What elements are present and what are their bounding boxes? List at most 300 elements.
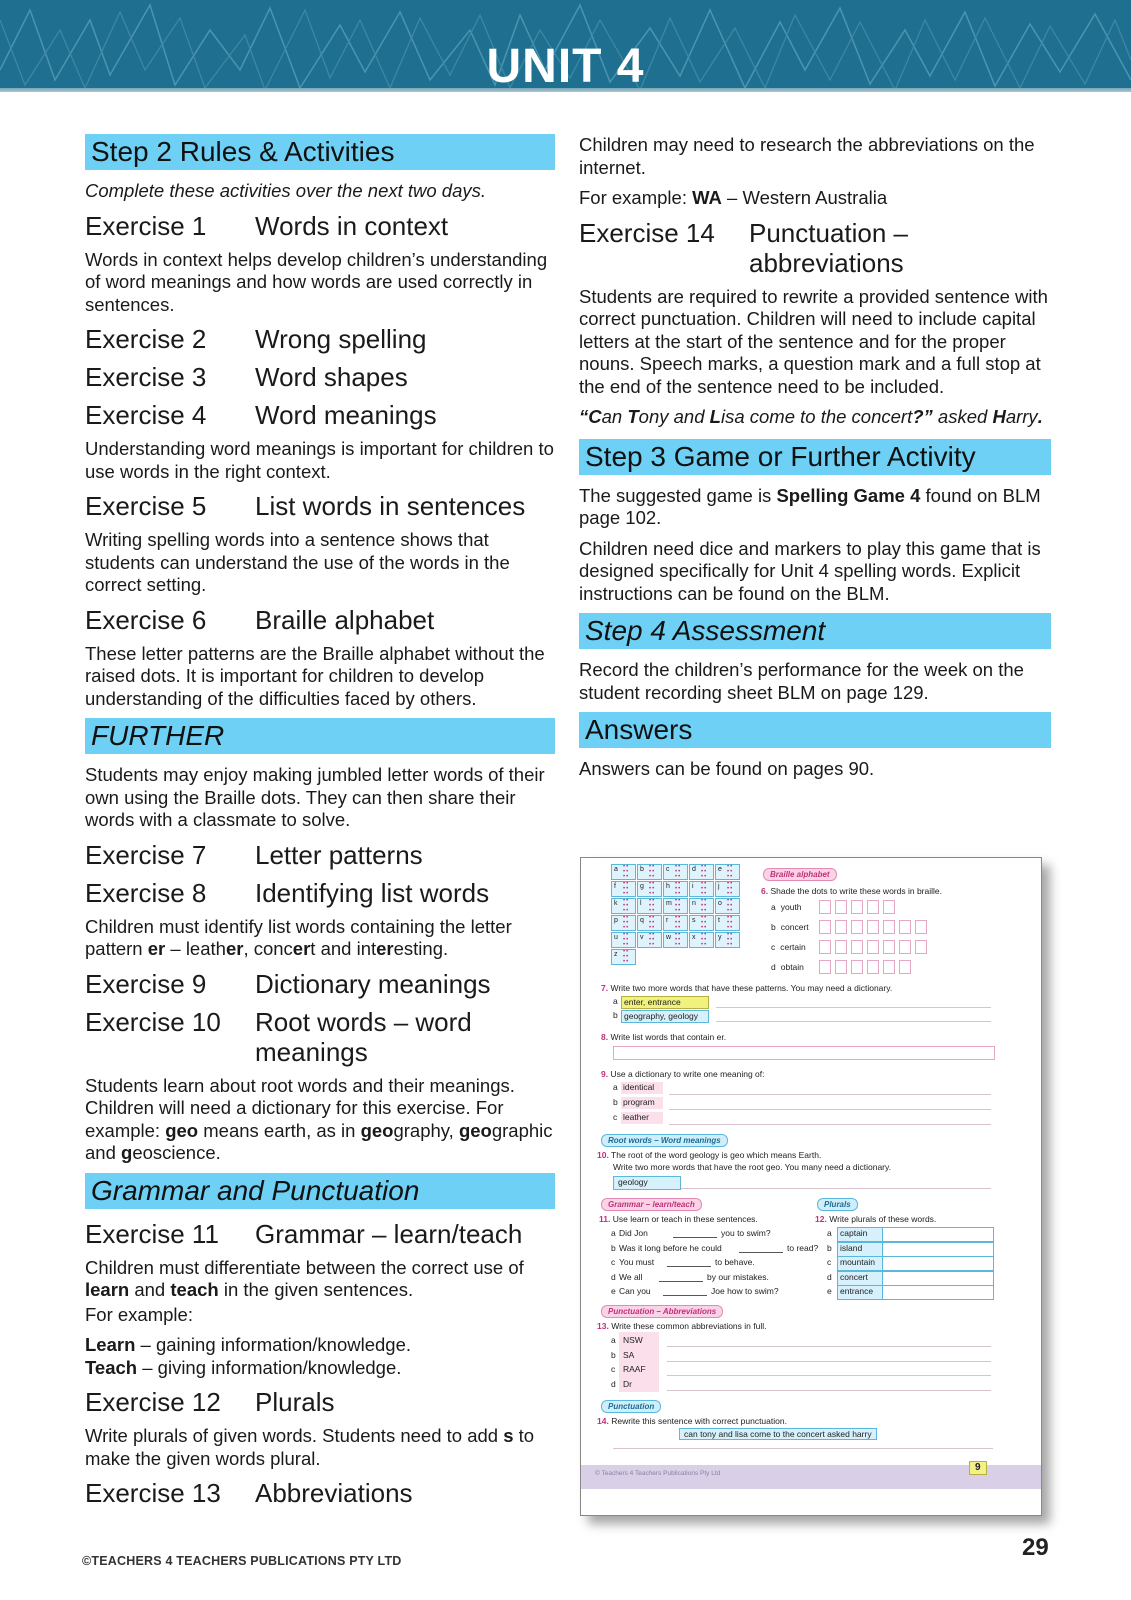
exercise-12-heading (85, 1387, 555, 1417)
exercise-14-heading (579, 218, 1051, 278)
exercise-title: Braille alphabet (255, 604, 435, 635)
answer-line (667, 1375, 991, 1376)
plural-answer-box (882, 1271, 994, 1286)
q6-item (771, 922, 809, 932)
grammar-label: Grammar – learn/teach (601, 1198, 702, 1211)
exercise-title: Word meanings (255, 400, 437, 430)
answer-line (669, 1109, 991, 1110)
braille-answer-cell (819, 960, 831, 974)
exercise-number: Exercise 8 (85, 877, 207, 908)
braille-dots-icon: •• •• •• (623, 898, 630, 914)
sentence-start: Did Jon (619, 1228, 648, 1238)
plural-answer-box (882, 1285, 994, 1300)
pattern-word: enter, entrance (621, 996, 709, 1009)
sentence-end: to read? (787, 1242, 819, 1253)
item-letter: b (613, 1010, 618, 1020)
item-letter: d (611, 1378, 616, 1389)
braille-letter: l (640, 900, 642, 907)
q-text: Write these common abbreviations in full. (611, 1321, 767, 1331)
answers-text: Answers can be found on pages 90. (579, 758, 875, 779)
braille-dots-icon: •• •• •• (727, 898, 734, 914)
braille-dots-icon: •• •• •• (701, 915, 708, 931)
braille-cell (663, 915, 688, 931)
q-num: 9. (601, 1069, 609, 1079)
step3-text-2: Children need dice and markers to play this game that is designed specifically for Unit 4 spelling words. Explicit instructions can be found on the BLM. (579, 537, 1041, 604)
item-letter: b (613, 1097, 618, 1107)
sentence-start: Was it long before he could (619, 1242, 722, 1253)
punctuation-label: Punctuation (601, 1400, 661, 1413)
pattern-word: geography, geology (621, 1010, 709, 1023)
braille-answer-cell (819, 900, 831, 914)
worksheet-page-number: 9 (969, 1461, 987, 1475)
header-banner (0, 0, 1131, 92)
braille-cell (611, 898, 636, 914)
learn-definition (85, 1334, 555, 1357)
braille-answer-cell (867, 960, 879, 974)
braille-cell (637, 881, 662, 897)
q-text: The root of the word geology is geo which means Earth. (611, 1150, 822, 1160)
braille-letter: p (614, 917, 618, 924)
q10 (597, 1150, 821, 1160)
quote-run: arry (1005, 406, 1038, 427)
answers-heading: Answers (579, 712, 1051, 748)
step3-heading: Step 3 Game or Further Activity (579, 439, 1051, 475)
braille-letter: o (718, 900, 722, 907)
item-letter: d (771, 962, 776, 972)
braille-cell (611, 949, 636, 965)
braille-answer-cell (851, 900, 863, 914)
exercise-4-heading (85, 400, 555, 430)
exercise-11-heading (85, 1219, 555, 1249)
sentence-end: you to swim? (721, 1228, 771, 1238)
exercise-title: Wrong spelling (255, 324, 427, 354)
answer-line (667, 1346, 991, 1347)
q10-word: geology (613, 1176, 681, 1190)
q-num: 12. (815, 1214, 827, 1224)
q-num: 8. (601, 1032, 609, 1042)
q-num: 11. (599, 1214, 611, 1224)
answer-line (669, 1094, 991, 1095)
bold-root: geo (360, 1119, 394, 1141)
braille-answer-cell (819, 920, 831, 934)
braille-answer-cell (835, 940, 847, 954)
item-letter: a (613, 1082, 618, 1092)
plural-word: captain (837, 1227, 883, 1242)
answer-line (667, 1390, 991, 1391)
bold-pattern: er (376, 938, 394, 959)
braille-answer-cell (915, 920, 927, 934)
exercise-title: Abbreviations (255, 1478, 413, 1508)
teach-definition (85, 1357, 555, 1380)
bold-root: g (121, 1142, 133, 1163)
braille-dots-icon: •• •• •• (649, 864, 656, 880)
exercise-6-heading (85, 605, 555, 635)
q9 (601, 1069, 765, 1079)
q-text: Use learn or teach in these sentences. (612, 1214, 758, 1224)
example-text (579, 187, 1051, 210)
text-run: – leath (165, 938, 226, 959)
q-text: Rewrite this sentence with correct punctuation. (611, 1416, 787, 1426)
q6-item (771, 902, 802, 912)
text-run: – giving information/knowledge. (137, 1356, 402, 1378)
braille-dots-icon: •• •• •• (727, 881, 734, 897)
abbreviation: Dr (623, 1378, 632, 1389)
braille-dots-icon: •• •• •• (701, 932, 708, 948)
exercise-number: Exercise 14 (579, 217, 715, 248)
bold-pattern: er (147, 938, 166, 959)
braille-dots-icon: •• •• •• (675, 898, 682, 914)
plural-answer-box (882, 1242, 994, 1257)
step2-heading: Step 2 Rules & Activities (85, 134, 555, 170)
text-run: and (129, 1279, 171, 1300)
q6-item (771, 942, 806, 952)
exercise-10-text (85, 1075, 555, 1165)
text-run: graphy, (393, 1119, 459, 1141)
braille-answer-cell (883, 920, 895, 934)
quote-bold: . (1037, 406, 1043, 427)
braille-cell (715, 898, 740, 914)
braille-cell (611, 932, 636, 948)
exercise-title: Word shapes (255, 362, 408, 392)
item-letter: c (611, 1364, 616, 1374)
braille-dots-icon: •• •• •• (701, 864, 708, 880)
text-run: For example: (579, 187, 693, 208)
item-letter: a (611, 1228, 616, 1238)
item-word: concert (780, 922, 809, 932)
q12 (815, 1214, 936, 1224)
exercise-1-heading (85, 211, 555, 241)
braille-cell (715, 881, 740, 897)
braille-cell (611, 915, 636, 931)
exercise-title: Identifying list words (255, 877, 490, 908)
exercise-title: Plurals (255, 1387, 335, 1417)
sentence-end: Joe how to swim? (711, 1286, 779, 1296)
item-letter: a (771, 902, 776, 912)
footer-copyright: ©TEACHERS 4 TEACHERS PUBLICATIONS PTY LTD (82, 1554, 402, 1568)
q-num: 7. (601, 983, 609, 993)
item-letter: e (611, 1286, 616, 1296)
item-letter: b (611, 1242, 616, 1253)
research-text: Children may need to research the abbreviations on the internet. (579, 134, 1035, 178)
bold-pattern: er (225, 938, 244, 959)
exercise-number: Exercise 1 (85, 210, 207, 241)
item-letter: b (827, 1242, 832, 1253)
quote-bold: “C (579, 406, 602, 427)
answer-line (667, 1361, 991, 1362)
braille-cell (663, 864, 688, 880)
braille-cell (689, 898, 714, 914)
braille-answer-cell (851, 940, 863, 954)
braille-letter: m (666, 900, 672, 907)
exercise-number: Exercise 3 (85, 362, 207, 392)
q14-sentence: can tony and lisa come to the concert asked harry (679, 1428, 877, 1440)
text-run: to make the given words plural. (85, 1425, 535, 1469)
plural-word: entrance (837, 1285, 883, 1300)
text-run: eoscience. (132, 1142, 221, 1163)
text-run: , conc (243, 938, 293, 959)
item-letter: d (611, 1271, 616, 1282)
bold-game: Spelling Game 4 (776, 484, 921, 506)
braille-answer-cell (899, 920, 911, 934)
meaning-word: identical (621, 1082, 663, 1094)
exercise-title: Dictionary meanings (255, 968, 491, 999)
exercise-14-text: Students are required to rewrite a provided sentence with correct punctuation. Children will need to include capital letters at the start of the sentence and for the proper nouns. Speech marks, a question mark and a full stop at the end of the sentence need to be included. (579, 285, 1048, 397)
braille-letter: b (640, 866, 644, 873)
braille-dots-icon: •• •• •• (649, 932, 656, 948)
braille-letter: w (666, 934, 672, 941)
braille-dots-icon: •• •• •• (701, 898, 708, 914)
abbreviation: SA (623, 1349, 635, 1360)
sentence-start: Can you (619, 1286, 651, 1296)
item-letter: c (613, 1112, 618, 1122)
braille-cell (663, 898, 688, 914)
exercise-number: Exercise 2 (85, 324, 207, 354)
braille-dots-icon: •• •• •• (623, 949, 630, 965)
exercise-3-heading (85, 362, 555, 392)
quote-run: ony and (638, 406, 710, 427)
exercise-9-heading (85, 969, 555, 999)
exercise-number: Exercise 13 (85, 1478, 221, 1508)
braille-letter: f (614, 883, 616, 890)
braille-dots-icon: •• •• •• (701, 881, 708, 897)
exercise-5-heading (85, 491, 555, 521)
item-letter: e (827, 1286, 832, 1296)
braille-answer-cell (835, 900, 847, 914)
braille-cell (715, 932, 740, 948)
text-run: graphic and (85, 1119, 553, 1163)
exercise-6-text: These letter patterns are the Braille alphabet without the raised dots. It is important for children to develop understanding of the difficulties faced by others. (85, 642, 545, 709)
braille-answer-cell (835, 960, 847, 974)
text-run: means earth, as in (198, 1119, 361, 1141)
bold-word: Learn (85, 1334, 136, 1355)
braille-answer-cell (851, 960, 863, 974)
item-letter: a (611, 1335, 616, 1345)
unit-title: UNIT 4 (486, 40, 645, 92)
braille-dots-icon: •• •• •• (623, 864, 630, 880)
text-run: esting. (393, 938, 449, 959)
plural-word: island (837, 1242, 883, 1257)
text-run: Children must differentiate between the correct use of (85, 1256, 524, 1278)
exercise-number: Exercise 9 (85, 968, 207, 999)
exercise-title: List words in sentences (255, 491, 526, 521)
q8 (601, 1032, 726, 1042)
plurals-label: Plurals (817, 1198, 858, 1211)
exercise-8-heading (85, 878, 555, 908)
corrected-sentence (579, 406, 1051, 429)
braille-answer-cell (819, 940, 831, 954)
further-heading: FURTHER (85, 718, 555, 754)
braille-letter: s (692, 917, 696, 924)
answer-line (669, 1124, 991, 1125)
item-word: youth (780, 902, 802, 912)
text-run: in the given sentences. (218, 1279, 414, 1300)
exercise-title: Letter patterns (255, 839, 423, 870)
quote-bold: ?” (912, 406, 933, 427)
braille-cell (689, 932, 714, 948)
q10-text-2: Write two more words that have the root geo. You many need a dictionary. (613, 1162, 891, 1172)
exercise-number: Exercise 4 (85, 400, 207, 430)
braille-answer-cell (883, 960, 895, 974)
braille-letter: u (614, 934, 618, 941)
plural-word: concert (837, 1271, 883, 1286)
bold-word: Teach (85, 1356, 138, 1378)
text-run: – Western Australia (721, 187, 888, 208)
answer-line (716, 1007, 991, 1008)
q14 (597, 1416, 787, 1426)
braille-cell (637, 932, 662, 948)
blank-line (739, 1252, 783, 1253)
braille-letter: k (614, 900, 618, 907)
braille-letter: r (666, 917, 669, 924)
braille-letter: t (718, 917, 720, 924)
braille-letter: z (614, 951, 618, 958)
item-letter: d (827, 1271, 832, 1282)
page-number: 29 (1022, 1534, 1049, 1561)
text-run: t and int (310, 938, 377, 959)
meaning-word: leather (621, 1112, 663, 1124)
q7 (601, 983, 892, 993)
braille-letter: v (640, 934, 644, 941)
exercise-number: Exercise 6 (85, 604, 207, 635)
braille-dots-icon: •• •• •• (675, 881, 682, 897)
item-letter: a (827, 1228, 832, 1238)
braille-letter: e (718, 866, 722, 873)
braille-letter: x (692, 934, 696, 941)
exercise-13-heading (85, 1478, 555, 1508)
sentence-start: You must (619, 1257, 655, 1267)
item-letter: b (611, 1349, 616, 1360)
quote-bold: T (627, 406, 639, 427)
q-text: Use a dictionary to write one meaning of: (610, 1069, 765, 1079)
braille-cell (611, 881, 636, 897)
abbreviations-label: Punctuation – Abbreviations (601, 1305, 723, 1318)
braille-dots-icon: •• •• •• (649, 881, 656, 897)
braille-answer-cell (883, 940, 895, 954)
worksheet-thumbnail (580, 857, 1042, 1516)
step3-text (579, 485, 1051, 530)
root-words-label: Root words – Word meanings (601, 1134, 728, 1147)
exercise-number: Exercise 10 (85, 1006, 221, 1037)
braille-answer-cell (867, 920, 879, 934)
item-word: obtain (780, 962, 804, 972)
braille-dots-icon: •• •• •• (675, 932, 682, 948)
braille-dots-icon: •• •• •• (727, 932, 734, 948)
q-text: Write list words that contain er. (610, 1032, 727, 1042)
exercise-1-text: Words in context helps develop children’s understanding of word meanings and how words are used correctly in sentences. (85, 248, 548, 315)
exercise-11-text (85, 1257, 555, 1302)
braille-cell (663, 932, 688, 948)
bold-root: geo (458, 1119, 492, 1141)
braille-letter: j (718, 883, 720, 890)
left-column (85, 134, 555, 1516)
exercise-number: Exercise 11 (85, 1218, 219, 1249)
text-run: – gaining information/knowledge. (135, 1334, 412, 1355)
item-letter: c (611, 1257, 616, 1267)
q-num: 6. (761, 886, 769, 896)
exercise-title: Words in context (255, 210, 449, 241)
q13 (597, 1321, 766, 1331)
quote-run: an (601, 406, 628, 427)
q-text: Shade the dots to write these words in braille. (770, 886, 942, 896)
braille-label: Braille alphabet (763, 868, 837, 881)
blank-line (667, 1266, 711, 1267)
q8-answer-box (613, 1046, 995, 1060)
blank-line (663, 1295, 707, 1296)
exercise-number: Exercise 7 (85, 839, 207, 870)
braille-answer-cell (899, 940, 911, 954)
braille-dots-icon: •• •• •• (623, 932, 630, 948)
bold-letter: s (503, 1425, 514, 1446)
answer-line (681, 1188, 991, 1189)
text-run: Children must identify list words containing the letter pattern (85, 915, 512, 959)
sentence-start: We all (619, 1271, 643, 1282)
braille-answer-cell (835, 920, 847, 934)
step2-intro: Complete these activities over the next two days. (85, 180, 487, 201)
braille-answer-cell (915, 940, 927, 954)
abbreviation: RAAF (623, 1364, 646, 1374)
text-run: The suggested game is (579, 484, 777, 506)
exercise-10-heading (85, 1007, 555, 1067)
exercise-number: Exercise 12 (85, 1387, 221, 1417)
braille-dots-icon: •• •• •• (675, 915, 682, 931)
blank-line (659, 1281, 703, 1282)
q-num: 14. (597, 1416, 609, 1426)
braille-letter: q (640, 917, 644, 924)
quote-run: asked (932, 406, 993, 427)
braille-dots-icon: •• •• •• (623, 881, 630, 897)
braille-cell (637, 915, 662, 931)
braille-cell (689, 881, 714, 897)
exercise-5-text: Writing spelling words into a sentence shows that students can understand the use of the words in the correct setting. (85, 529, 510, 595)
q-num: 10. (597, 1150, 609, 1160)
exercise-number: Exercise 5 (85, 491, 207, 521)
braille-answer-cell (851, 920, 863, 934)
braille-letter: y (718, 934, 722, 941)
answer-line (716, 1021, 991, 1022)
braille-cell (637, 898, 662, 914)
braille-answer-cell (883, 900, 895, 914)
braille-answer-cell (867, 900, 879, 914)
meaning-word: program (621, 1097, 663, 1109)
item-letter: c (827, 1257, 832, 1267)
q11 (599, 1214, 758, 1224)
worksheet-copyright: © Teachers 4 Teachers Publications Pty Ltd (595, 1470, 721, 1477)
braille-cell (689, 864, 714, 880)
exercise-title: Grammar – learn/teach (255, 1218, 523, 1249)
braille-cell (637, 864, 662, 880)
sentence-end: to behave. (715, 1257, 755, 1267)
text-run: Write plurals of given words. Students need to add (85, 1425, 504, 1446)
braille-dots-icon: •• •• •• (727, 915, 734, 931)
braille-cell (663, 881, 688, 897)
abbreviation: NSW (623, 1335, 643, 1345)
bold-root: geo (165, 1119, 199, 1141)
braille-letter: i (692, 883, 694, 890)
exercise-8-text (85, 916, 555, 961)
exercise-11-example: For example: (85, 1303, 193, 1325)
text-run: found on BLM page 102. (579, 484, 1041, 528)
braille-dots-icon: •• •• •• (623, 915, 630, 931)
bold-pattern: er (292, 938, 311, 959)
exercise-7-heading (85, 840, 555, 870)
item-letter: c (771, 942, 776, 952)
braille-cell (715, 915, 740, 931)
braille-letter: d (692, 866, 696, 873)
q-num: 13. (597, 1321, 609, 1331)
step4-heading: Step 4 Assessment (579, 613, 1051, 649)
exercise-title: Root words – word meanings (255, 1006, 472, 1067)
item-word: certain (780, 942, 806, 952)
